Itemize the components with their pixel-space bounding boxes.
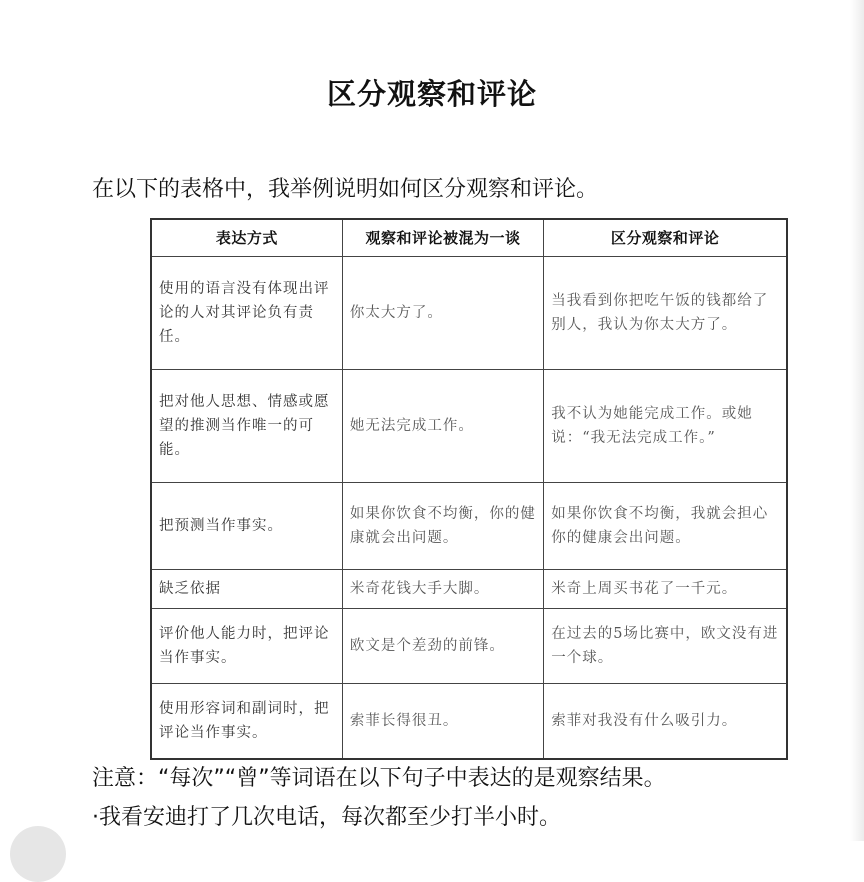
floating-circle-button[interactable] bbox=[10, 826, 66, 882]
cell-mixed: 你太大方了。 bbox=[342, 257, 543, 370]
cell-separated: 米奇上周买书花了一千元。 bbox=[544, 570, 787, 609]
table-row bbox=[151, 483, 787, 570]
table-row bbox=[151, 684, 787, 760]
header-expression: 表达方式 bbox=[151, 219, 342, 257]
cell-expression: 评价他人能力时，把评论当作事实。 bbox=[151, 609, 342, 684]
cell-expression: 把预测当作事实。 bbox=[151, 483, 342, 570]
cell-mixed: 米奇花钱大手大脚。 bbox=[342, 570, 543, 609]
cell-expression: 缺乏依据 bbox=[151, 570, 342, 609]
cell-separated: 在过去的5场比赛中，欧文没有进一个球。 bbox=[544, 609, 787, 684]
note-text: 注意：“每次”“曾”等词语在以下句子中表达的是观察结果。 bbox=[92, 766, 666, 791]
cell-separated: 如果你饮食不均衡，我就会担心你的健康会出问题。 bbox=[544, 483, 787, 570]
example-text: ·我看安迪打了几次电话，每次都至少打半小时。 bbox=[92, 805, 561, 830]
page-edge-shadow bbox=[850, 0, 864, 841]
table-row bbox=[151, 257, 787, 370]
cell-separated: 索菲对我没有什么吸引力。 bbox=[544, 684, 787, 760]
table-row bbox=[151, 609, 787, 684]
cell-expression: 使用形容词和副词时，把评论当作事实。 bbox=[151, 684, 342, 760]
comparison-table bbox=[150, 218, 788, 760]
table-header-row bbox=[151, 219, 787, 257]
cell-mixed: 如果你饮食不均衡，你的健康就会出问题。 bbox=[342, 483, 543, 570]
intro-text: 在以下的表格中，我举例说明如何区分观察和评论。 bbox=[92, 177, 599, 202]
header-separated: 区分观察和评论 bbox=[544, 219, 787, 257]
cell-mixed: 索菲长得很丑。 bbox=[342, 684, 543, 760]
cell-mixed: 她无法完成工作。 bbox=[342, 370, 543, 483]
table-row bbox=[151, 570, 787, 609]
cell-expression: 使用的语言没有体现出评论的人对其评论负有责任。 bbox=[151, 257, 342, 370]
page-title: 区分观察和评论 bbox=[326, 77, 537, 111]
header-mixed: 观察和评论被混为一谈 bbox=[342, 219, 543, 257]
cell-mixed: 欧文是个差劲的前锋。 bbox=[342, 609, 543, 684]
table-row bbox=[151, 370, 787, 483]
cell-separated: 我不认为她能完成工作。或她说：“我无法完成工作。” bbox=[544, 370, 787, 483]
cell-expression: 把对他人思想、情感或愿望的推测当作唯一的可能。 bbox=[151, 370, 342, 483]
cell-separated: 当我看到你把吃午饭的钱都给了别人，我认为你太大方了。 bbox=[544, 257, 787, 370]
